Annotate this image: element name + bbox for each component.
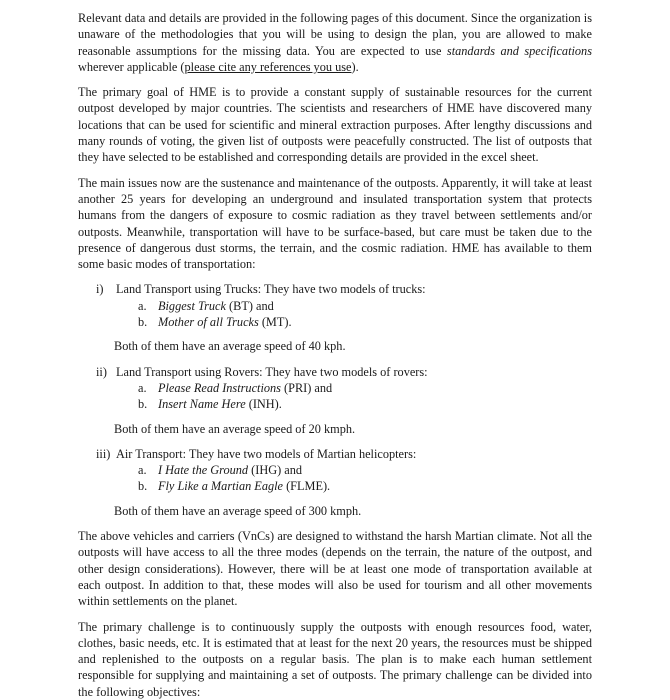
list-numeral: iii): [96, 446, 111, 461]
sub-item: [138, 462, 598, 478]
model-name: I Hate the Ground: [158, 463, 249, 478]
sub-item: [138, 314, 598, 330]
list-heading-text: Land Transport using Rovers: They have two models of rovers:: [116, 364, 428, 379]
paragraph-vehicles: The above vehicles and carriers (VnCs) are designed to withstand the harsh Martian climate. Not all the outposts will have access to all the three modes (depends on the terrain, the nature of the outpost, and other design considerations). However, there will be at least one mode of transportation available at each outpost. In addition to that, these modes will also be used for tourism and all other movements within settlements on the planet.: [78, 529, 592, 609]
list-numeral: ii): [96, 364, 107, 379]
list-item-heading: [96, 364, 612, 380]
cite-references-link[interactable]: please cite any references you use: [184, 59, 352, 74]
sub-item-letter: a.: [138, 298, 147, 313]
sub-item-letter: b.: [138, 397, 148, 412]
paragraph-goal: The primary goal of HME is to provide a constant supply of sustainable resources for the current outpost developed by major countries. The scientists and researchers of HME have discovered many locations that can be used for scientific and mineral extraction purposes. After lengthy discussions and many rounds of voting, the given list of outposts were peacefully constructed. The list of outposts that they have selected to be established and corresponding details are provided in the excel sheet.: [78, 85, 592, 165]
transport-list: [0, 281, 670, 519]
model-abbr: (MT).: [258, 315, 292, 330]
list-item-air: [0, 446, 670, 519]
intro-text-end: ).: [351, 59, 359, 74]
speed-note: Both of them have an average speed of 40 kph.: [114, 339, 346, 354]
model-abbr: (BT) and: [225, 298, 274, 313]
list-heading-text: Air Transport: They have two models of Martian helicopters:: [116, 446, 417, 461]
model-name: Mother of all Trucks: [158, 315, 259, 330]
model-abbr: (IHG) and: [248, 463, 303, 478]
sub-item: [138, 298, 598, 314]
sub-item-letter: b.: [138, 315, 148, 330]
model-abbr: (INH).: [245, 397, 282, 412]
sub-item: [138, 396, 598, 412]
paragraph-intro: [78, 10, 592, 75]
list-numeral: i): [96, 282, 104, 297]
model-abbr: (FLME).: [283, 479, 331, 494]
speed-note: Both of them have an average speed of 300 kmph.: [114, 503, 362, 518]
sub-item-letter: b.: [138, 479, 148, 494]
paragraph-issues: The main issues now are the sustenance and maintenance of the outposts. Apparently, it will take at least another 25 years for developing an underground and insulated transportation system that protects humans from the dangers of exposure to cosmic radiation as they travel between settlements and/or outposts. Meanwhile, transportation will have to be surface-based, but care must be taken due to the presence of dangerous dust storms, the terrain, and the cosmic radiation. HME has available to them some basic modes of transportation:: [78, 175, 592, 272]
sub-item: [138, 478, 598, 494]
standards-emphasis: standards and specifications: [446, 43, 592, 58]
list-item-heading: [96, 446, 612, 462]
paragraph-challenge: The primary challenge is to continuously supply the outposts with enough resources food, water, clothes, basic needs, etc. It is estimated that at least for the next 20 years, the resources must be shipped and replenished to the outposts on a regular basis. The plan is to make each human settlement responsible for supplying and maintaining a set of outposts. The primary challenge can be divided into the following objectives:: [78, 619, 592, 699]
model-name: Fly Like a Martian Eagle: [158, 479, 283, 494]
sub-item-letter: a.: [138, 380, 147, 395]
speed-note: Both of them have an average speed of 20 kmph.: [114, 421, 356, 436]
list-heading-text: Land Transport using Trucks: They have two models of trucks:: [116, 282, 426, 297]
list-item-rovers: [0, 364, 670, 437]
intro-text-cont: wherever applicable (: [78, 59, 185, 74]
model-name: Insert Name Here: [158, 397, 246, 412]
sub-item: [138, 380, 598, 396]
intro-text: Relevant data and details are provided in the following pages of this document. Since the organization is unaware of the methodologies that you will be using to design the plan, you are allowed to make reasonable assumptions for the missing data. You are expected to use: [78, 11, 592, 58]
model-name: Biggest Truck: [158, 298, 226, 313]
list-item-heading: [96, 281, 612, 297]
model-name: Please Read Instructions: [158, 380, 281, 395]
model-abbr: (PRI) and: [280, 380, 333, 395]
list-item-trucks: [0, 281, 670, 354]
sub-item-letter: a.: [138, 463, 147, 478]
